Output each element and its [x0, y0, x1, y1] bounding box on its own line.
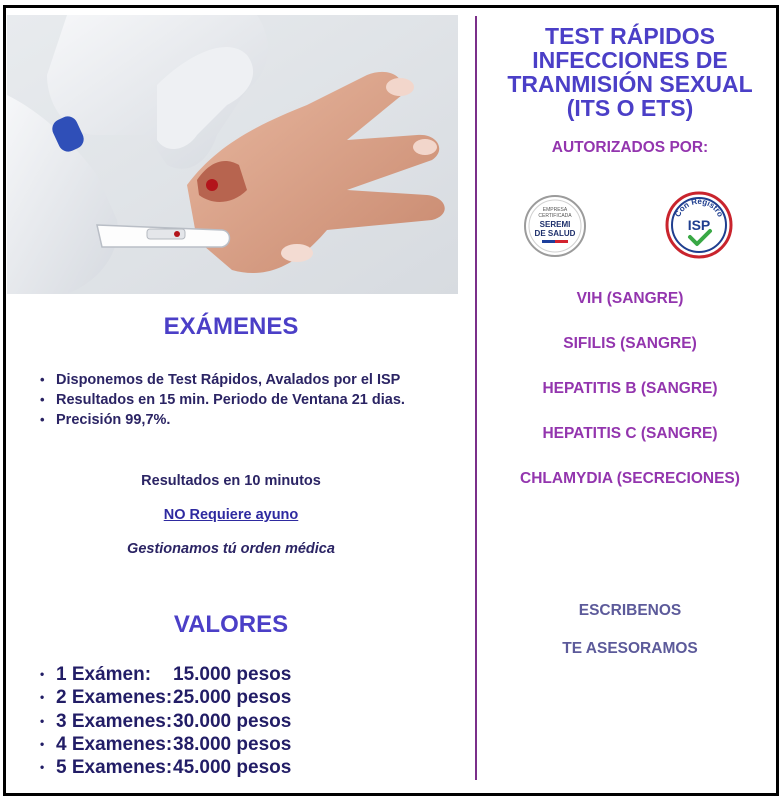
valores-heading: VALORES — [173, 611, 289, 638]
test-item-hepatitis-b: HEPATITIS B (SANGRE) — [542, 380, 718, 397]
examenes-heading: EXÁMENES — [163, 313, 299, 340]
title-line: TRANMISIÓN SEXUAL — [507, 71, 753, 97]
medical-order-text: Gestionamos tú orden médica — [127, 541, 335, 557]
test-item-chlamydia: CHLAMYDIA (SECRECIONES) — [520, 470, 740, 487]
contact-advise: TE ASESORAMOS — [562, 640, 698, 657]
price-value: 25.000 pesos — [173, 687, 292, 709]
seremi-logo-text: CERTIFICADA — [538, 213, 572, 219]
results-time-text: Resultados en 10 minutos — [141, 473, 321, 489]
isp-registro-logo — [664, 190, 734, 260]
features-list — [40, 370, 405, 430]
seremi-logo-text: DE SALUD — [534, 229, 576, 238]
price-label: 2 Examenes: — [56, 687, 173, 709]
seremi-logo-text: EMPRESA — [542, 207, 568, 213]
column-divider — [475, 16, 477, 780]
price-label: 1 Exámen: — [56, 664, 152, 685]
contact-write-us[interactable]: ESCRIBENOS — [578, 602, 682, 619]
price-item — [40, 733, 291, 756]
price-item — [40, 686, 291, 709]
price-label: 5 Examenes: — [56, 757, 173, 779]
price-item — [40, 756, 291, 779]
seremi-logo-text: SEREMI — [539, 220, 571, 229]
test-item-sifilis: SIFILIS (SANGRE) — [563, 335, 697, 352]
price-value: 30.000 pesos — [173, 710, 292, 732]
feature-item: • Disponemos de Test Rápidos, Avalados por el ISP — [40, 370, 405, 390]
rapid-test-photo — [7, 15, 458, 294]
price-value: 38.000 pesos — [173, 733, 292, 755]
price-label: 4 Examenes: — [56, 733, 173, 755]
price-list — [40, 663, 291, 779]
price-item — [40, 710, 291, 733]
test-item-vih: VIH (SANGRE) — [576, 290, 684, 307]
feature-item: • Precisión 99,7%. — [40, 410, 405, 430]
feature-item: • Resultados en 15 min. Periodo de Ventana 21 dias. — [40, 390, 405, 410]
test-item-hepatitis-c: HEPATITIS C (SANGRE) — [542, 425, 718, 442]
price-value: 15.000 pesos — [173, 664, 292, 685]
price-value: 45.000 pesos — [173, 757, 292, 779]
title-line: (ITS O ETS) — [566, 95, 694, 121]
price-item — [40, 663, 291, 686]
price-label: 3 Examenes: — [56, 710, 173, 732]
isp-logo-text: ISP — [687, 217, 711, 233]
main-title — [490, 24, 770, 120]
no-fasting-link[interactable]: NO Requiere ayuno — [163, 507, 299, 523]
title-line: INFECCIONES DE — [532, 47, 728, 73]
title-line: TEST RÁPIDOS — [545, 23, 715, 49]
authorized-by-text: AUTORIZADOS POR: — [551, 139, 709, 156]
seremi-salud-logo — [523, 194, 587, 258]
isp-arc-text: Con Registro — [673, 196, 725, 219]
